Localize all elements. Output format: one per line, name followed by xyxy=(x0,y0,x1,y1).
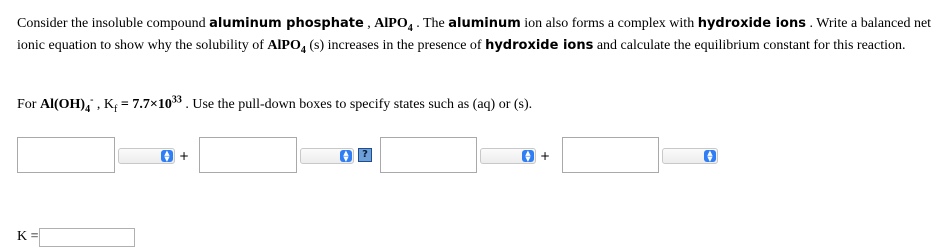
k-input[interactable] xyxy=(39,228,135,247)
plus-sign-1: + xyxy=(179,149,190,163)
reactant-2-input[interactable] xyxy=(199,137,297,173)
ligand-name: hydroxide ions xyxy=(697,16,806,31)
product-1-state-select[interactable] xyxy=(480,148,536,164)
product-2-input[interactable] xyxy=(562,137,659,173)
k-label: K = xyxy=(17,229,39,244)
plus-sign-2: + xyxy=(540,149,551,163)
complex-formula: $Al(OH)_4^-$ xyxy=(39,94,94,115)
reaction-arrow-select[interactable]: ? xyxy=(358,148,372,162)
question-text: Consider the insoluble compound aluminum phosphate , AlPO$_4$ . The aluminum ion also forms a complex with hydroxide ions . Write a balanced net ionic equation to show why the solubility of AlPO$_4$ (s) increases in the presence of hydroxide ions and calculate the equilibrium constant for this reaction. xyxy=(17,16,932,56)
product-1-input[interactable] xyxy=(380,137,477,173)
chevron-updown-icon: ▲ ▼ xyxy=(704,150,716,162)
chevron-updown-icon: ▲ ▼ xyxy=(340,150,352,162)
reactant-2-state-select[interactable] xyxy=(300,148,354,164)
reactant-1-state-select[interactable] xyxy=(118,148,175,164)
ligand-name-2: hydroxide ions xyxy=(485,38,594,53)
product-2-state-select[interactable] xyxy=(662,148,718,164)
reactant-1-input[interactable] xyxy=(17,137,115,173)
ion-name: aluminum xyxy=(448,16,521,31)
chevron-updown-icon: ▲ ▼ xyxy=(522,150,534,162)
kf-line: For $Al(OH)_4^-$ , $K_f = 7.7\times 10^{33}$ . Use the pull-down boxes to specify states such as (aq) or (s). xyxy=(17,94,533,115)
compound-formula: AlPO$_4$ xyxy=(374,16,413,34)
kf-value: = $7.7\times 10^{33}$ xyxy=(117,94,182,112)
equation-row xyxy=(0,137,945,177)
compound-formula-2: AlPO$_4$ xyxy=(267,38,306,56)
compound-name: aluminum phosphate xyxy=(209,16,364,31)
chevron-updown-icon: ▲ ▼ xyxy=(161,150,173,162)
